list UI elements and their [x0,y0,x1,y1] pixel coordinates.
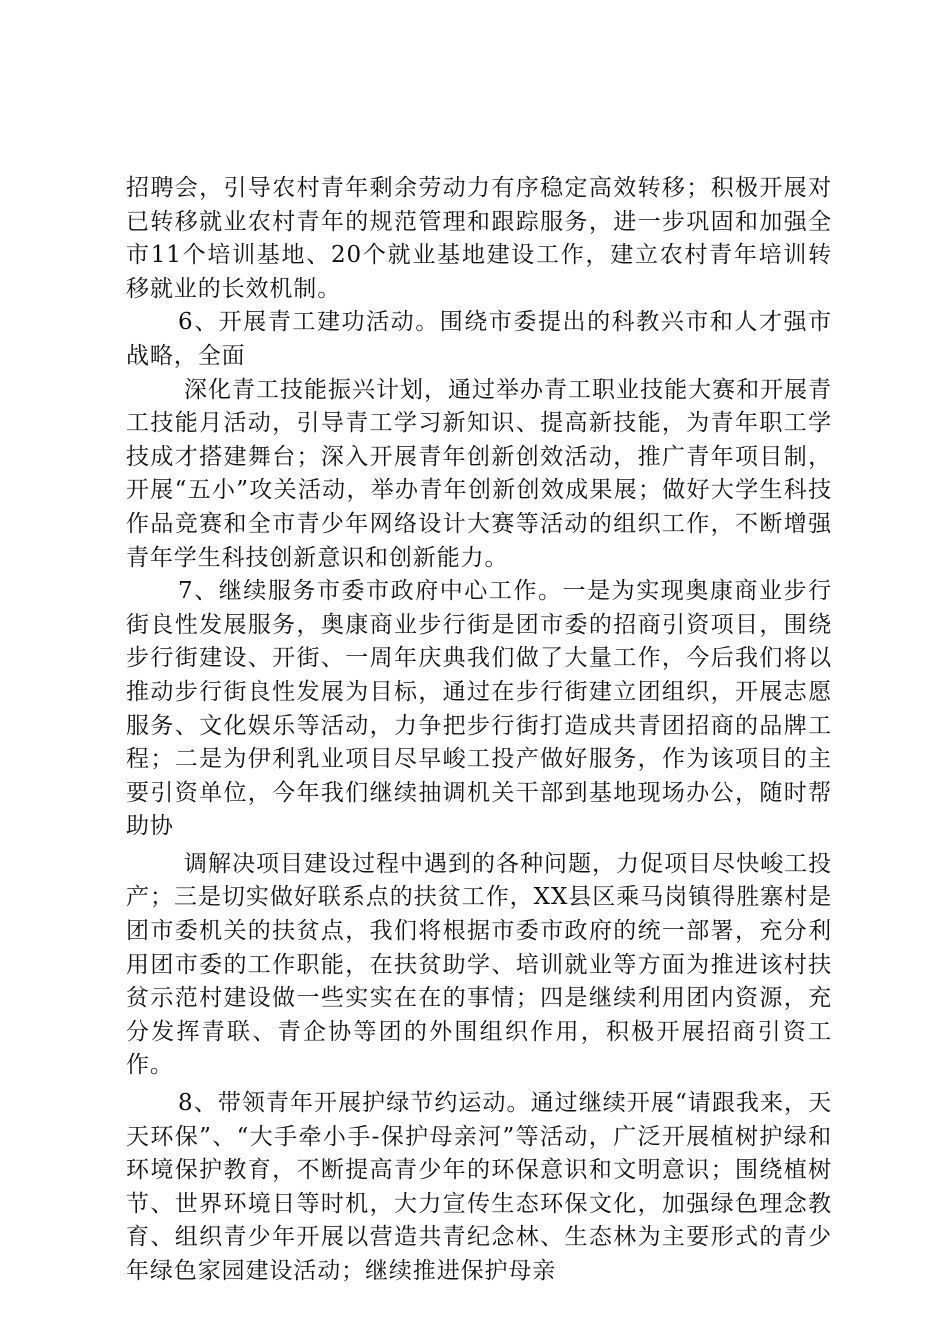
document-page [126,172,832,1289]
paragraph-item-7-continued: 调解决项目建设过程中遇到的各种问题，力促项目尽快峻工投产；三是切实做好联系点的扶贫工作，XX县区乘马岗镇得胜寨村是团市委机关的扶贫点，我们将根据市委市政府的统一部署，充分利用团市委的工作职能，在扶贫助学、培训就业等方面为推进该村扶贫示范村建设做一些实实在在的事情；四是继续利用团内资源，充分发挥青联、青企协等团的外围组织作用，积极开展招商引资工作。 [126,850,832,1079]
paragraph-rural-youth-employment: 招聘会，引导农村青年剩余劳动力有序稳定高效转移；积极开展对已转移就业农村青年的规范管理和跟踪服务，进一步巩固和加强全市11个培训基地、20个就业基地建设工作，建立农村青年培训转移就业的长效机制。 [126,175,832,302]
paragraph-item-8: 8、带领青年开展护绿节约运动。通过继续开展“请跟我来，天天环保”、“大手牵小手-保护母亲河”等活动，广泛开展植树护绿和环境保护教育，不断提高青少年的环保意识和文明意识；围绕植树节、世界环境日等时机，大力宣传生态环保文化，加强绿色理念教育、组织青少年开展以营造共青纪念林、生态林为主要形式的青少年绿色家园建设活动；继续推进保护母亲 [126,1090,832,1284]
paragraph-item-6-body: 深化青工技能振兴计划，通过举办青工职业技能大赛和开展青工技能月活动，引导青工学习新知识、提高新技能，为青年职工学技成才搭建舞台；深入开展青年创新创效活动，推广青年项目制，开展“五小”攻关活动，举办青年创新创效成果展；做好大学生科技作品竞赛和全市青少年网络设计大赛等活动的组织工作，不断增强青年学生科技创新意识和创新能力。 [126,376,832,571]
paragraph-item-6-heading: 6、开展青工建功活动。围绕市委提出的科教兴市和人才强市战略，全面 [126,309,832,369]
paragraph-item-7: 7、继续服务市委市政府中心工作。一是为实现奥康商业步行街良性发展服务，奥康商业步行街是团市委的招商引资项目，围绕步行街建设、开街、一周年庆典我们做了大量工作，今后我们将以推动步行街良性发展为目标，通过在步行街建立团组织，开展志愿服务、文化娱乐等活动，力争把步行街打造成共青团招商的品牌工程；二是为伊利乳业项目尽早峻工投产做好服务，作为该项目的主要引资单位，今年我们继续抽调机关干部到基地现场办公，随时帮助协 [126,578,832,840]
